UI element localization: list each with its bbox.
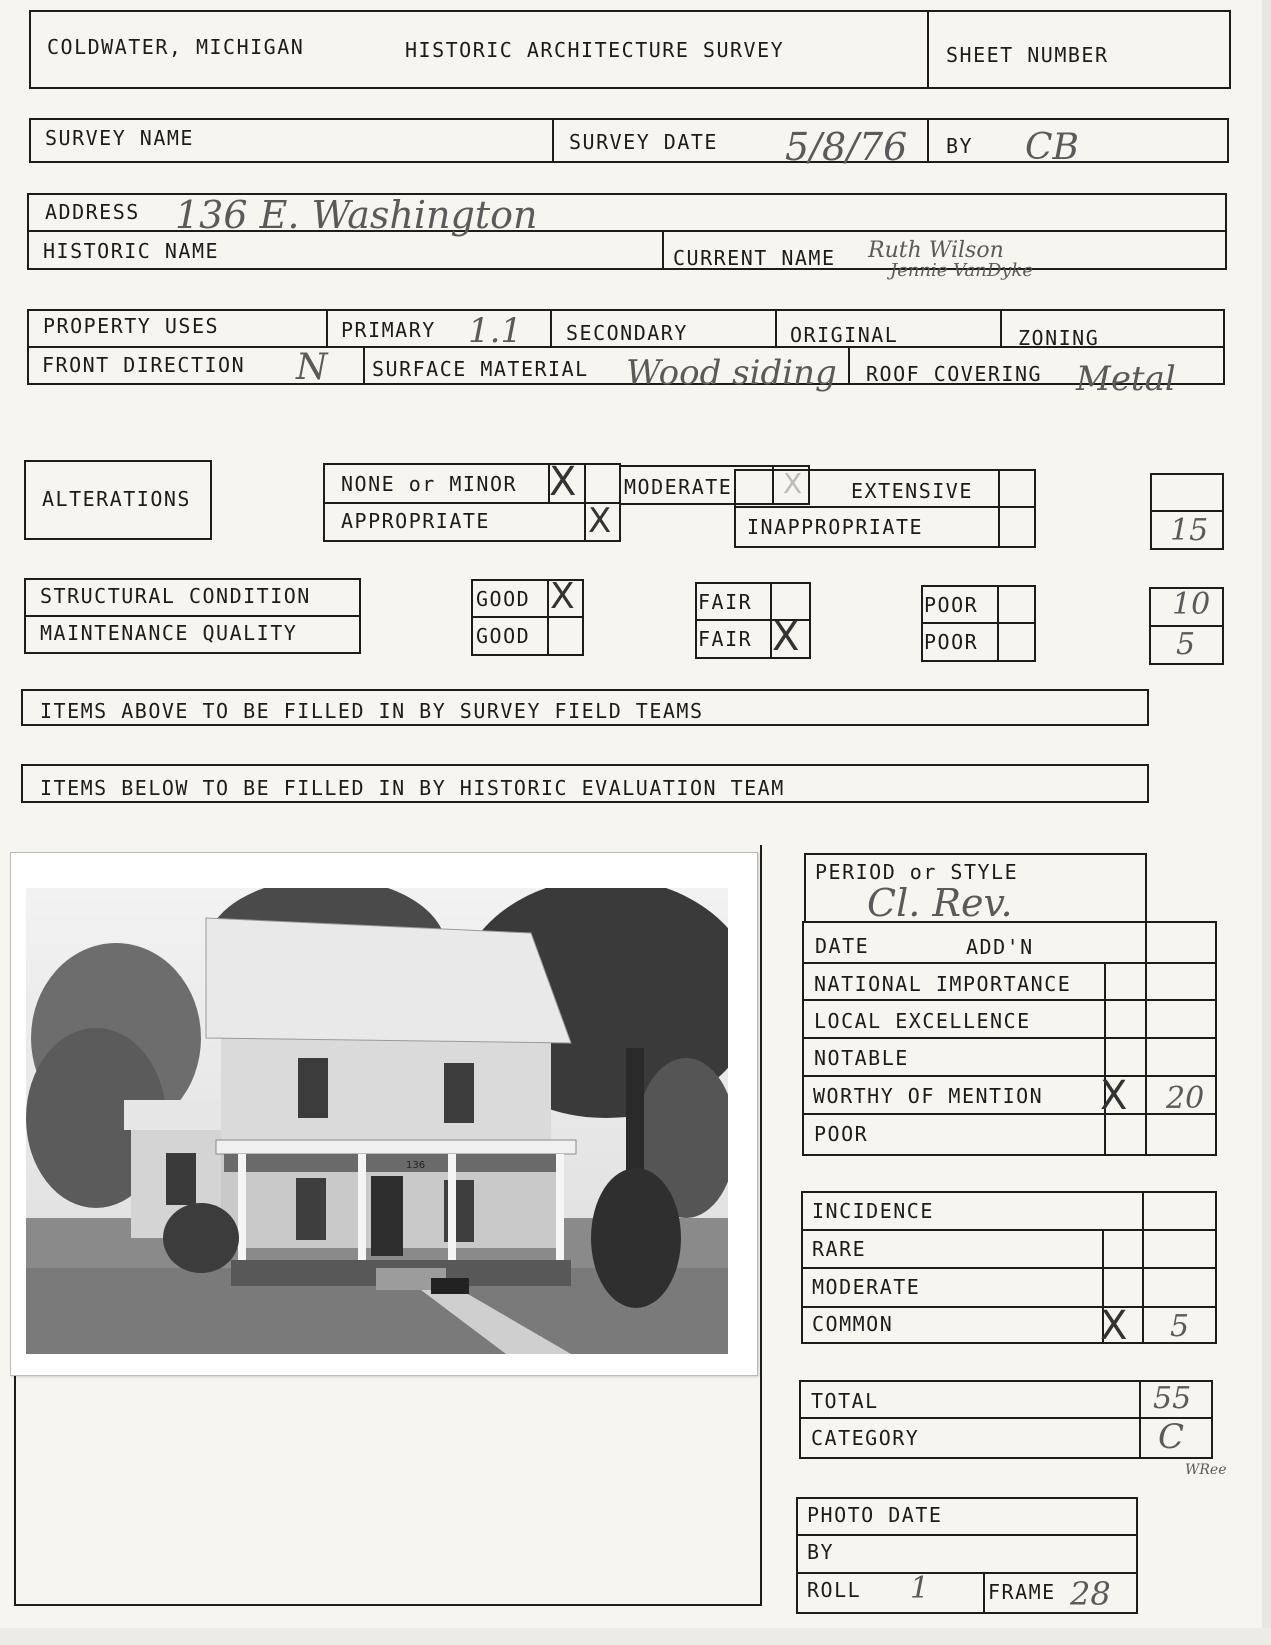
- note-above: ITEMS ABOVE TO BE FILLED IN BY SURVEY FIELD TEAMS: [40, 699, 704, 723]
- totals-hline: [801, 1417, 1211, 1419]
- frame-value: 28: [1070, 1575, 1111, 1613]
- survey-divider-1: [552, 120, 554, 161]
- porch-column-3: [448, 1154, 456, 1264]
- incidence-hline-1: [803, 1229, 1215, 1231]
- addn-label: ADD'N: [966, 935, 1034, 959]
- total-label: TOTAL: [811, 1389, 879, 1413]
- roof-covering-value: Metal: [1076, 359, 1176, 399]
- roof-covering-label: ROOF COVERING: [866, 362, 1043, 386]
- structural-good-checkbox[interactable]: X: [550, 576, 575, 617]
- roll-value: 1: [910, 1571, 930, 1606]
- moderate-checkbox[interactable]: X: [783, 467, 803, 500]
- rare-label: RARE: [812, 1237, 867, 1261]
- porch-window-left: [296, 1178, 326, 1240]
- upper-window-right: [444, 1063, 474, 1123]
- eval-hline-5: [804, 1113, 1215, 1115]
- page-bottom-edge: [0, 1628, 1271, 1645]
- totals-vline: [1139, 1382, 1141, 1457]
- incidence-label: INCIDENCE: [812, 1199, 934, 1223]
- house-photo: [26, 888, 728, 1354]
- porch-column-4: [556, 1154, 564, 1264]
- page-edge: [1262, 0, 1271, 1645]
- alterations-score-hline: [1152, 510, 1222, 512]
- good-label-structural: GOOD: [476, 587, 531, 611]
- evergreen-shrub: [591, 1168, 681, 1308]
- house-number: 136: [406, 1160, 426, 1171]
- notable-label: NOTABLE: [814, 1046, 909, 1070]
- property-divider-zoning: [1000, 311, 1002, 346]
- photo-info-hline-1: [798, 1534, 1136, 1536]
- photo-info-hline-2: [798, 1572, 1136, 1574]
- eval-vline-1: [1104, 962, 1106, 1154]
- poor-eval-label: POOR: [814, 1122, 869, 1146]
- current-name-label: CURRENT NAME: [673, 246, 836, 270]
- porch-column-2: [358, 1154, 366, 1264]
- eval-vline-2: [1145, 923, 1147, 1154]
- period-label: PERIOD or STYLE: [815, 860, 1019, 884]
- property-divider-primary: [326, 311, 328, 346]
- moderate-incidence-label: MODERATE: [812, 1275, 921, 1299]
- total-value: 55: [1153, 1381, 1192, 1416]
- poor-label-structural: POOR: [924, 593, 979, 617]
- category-value: C: [1158, 1417, 1185, 1457]
- national-importance-label: NATIONAL IMPORTANCE: [814, 972, 1072, 996]
- poor-hline: [923, 622, 1034, 624]
- photo-info-vline: [983, 1574, 985, 1612]
- moderate-label: MODERATE: [624, 475, 733, 499]
- front-direction-label: FRONT DIRECTION: [42, 353, 246, 377]
- current-name-divider: [662, 232, 664, 268]
- porch-column-1: [238, 1154, 246, 1264]
- property-divider-roof: [848, 348, 850, 383]
- left-shrub: [163, 1203, 239, 1273]
- survey-name-label: SURVEY NAME: [45, 126, 194, 150]
- frame-label: FRAME: [988, 1580, 1056, 1604]
- property-uses-label: PROPERTY USES: [43, 314, 220, 338]
- common-label: COMMON: [812, 1312, 894, 1336]
- survey-date-value: 5/8/76: [785, 125, 908, 169]
- wing-roof: [124, 1100, 231, 1130]
- primary-value: 1.1: [468, 311, 523, 351]
- eval-hline-4: [804, 1075, 1215, 1077]
- original-label: ORIGINAL: [790, 323, 899, 347]
- note-below: ITEMS BELOW TO BE FILLED IN BY HISTORIC EVALUATION TEAM: [40, 776, 785, 800]
- current-name-value-2: Jennie VanDyke: [890, 260, 1034, 281]
- survey-date-label: SURVEY DATE: [569, 130, 718, 154]
- structural-score: 10: [1172, 587, 1211, 622]
- local-excellence-label: LOCAL EXCELLENCE: [814, 1009, 1031, 1033]
- maintenance-quality-label: MAINTENANCE QUALITY: [40, 621, 298, 645]
- fair-label-maintenance: FAIR: [698, 627, 753, 651]
- toy-car: [431, 1278, 469, 1294]
- reviewer-initials: WRee: [1185, 1462, 1227, 1478]
- survey-by-value: CB: [1025, 127, 1079, 168]
- common-score: 5: [1170, 1309, 1190, 1344]
- alterations-right-hline: [736, 506, 1034, 508]
- alterations-right-vline: [998, 471, 1000, 546]
- header-city: COLDWATER, MICHIGAN: [47, 35, 305, 59]
- header-divider: [927, 12, 929, 87]
- maintenance-score: 5: [1176, 627, 1196, 662]
- alterations-label: ALTERATIONS: [42, 487, 191, 511]
- structural-condition-label: STRUCTURAL CONDITION: [40, 584, 311, 608]
- category-label: CATEGORY: [811, 1426, 920, 1450]
- eval-hline-1: [804, 962, 1215, 964]
- house-upper-wall: [221, 1038, 551, 1148]
- header-title: HISTORIC ARCHITECTURE SURVEY: [405, 38, 785, 62]
- porch-door: [371, 1176, 403, 1256]
- incidence-vline-2: [1142, 1193, 1144, 1342]
- house-roof: [206, 918, 571, 1043]
- porch-shadow: [224, 1154, 564, 1172]
- date-label: DATE: [815, 934, 870, 958]
- zoning-label: ZONING: [1018, 326, 1100, 350]
- lower-frame-left: [14, 1374, 16, 1604]
- current-name-value-1: Ruth Wilson: [868, 238, 1004, 263]
- none-minor-checkbox[interactable]: X: [549, 459, 577, 505]
- property-divider-original: [775, 311, 777, 346]
- common-checkbox[interactable]: X: [1100, 1303, 1128, 1349]
- lower-frame-bottom: [14, 1604, 762, 1606]
- front-direction-value: N: [296, 347, 328, 388]
- property-divider-secondary: [550, 311, 552, 346]
- surface-material-value: Wood siding: [626, 353, 837, 393]
- survey-by-label: BY: [946, 134, 974, 158]
- eval-hline-3: [804, 1037, 1215, 1039]
- incidence-hline-2: [803, 1267, 1215, 1269]
- roll-label: ROLL: [807, 1578, 862, 1602]
- address-label: ADDRESS: [45, 200, 140, 224]
- inappropriate-label: INAPPROPRIATE: [747, 515, 924, 539]
- maintenance-fair-checkbox[interactable]: X: [772, 614, 800, 660]
- primary-label: PRIMARY: [341, 318, 436, 342]
- appropriate-checkbox[interactable]: X: [588, 501, 612, 541]
- property-divider-surface: [363, 348, 365, 383]
- good-vline: [547, 581, 549, 654]
- none-minor-label: NONE or MINOR: [341, 472, 518, 496]
- incidence-hline-3: [803, 1306, 1215, 1308]
- poor-vline: [997, 587, 999, 660]
- surface-material-label: SURFACE MATERIAL: [372, 357, 589, 381]
- photo-by-label: BY: [807, 1540, 835, 1564]
- address-value: 136 E. Washington: [175, 193, 538, 237]
- secondary-label: SECONDARY: [566, 321, 688, 345]
- upper-window-left: [298, 1058, 328, 1118]
- worthy-of-mention-label: WORTHY OF MENTION: [813, 1084, 1044, 1108]
- survey-divider-2: [927, 120, 929, 161]
- poor-label-maintenance: POOR: [924, 630, 979, 654]
- period-value: Cl. Rev.: [867, 881, 1013, 925]
- good-label-maintenance: GOOD: [476, 624, 531, 648]
- lower-frame-right: [760, 845, 762, 1604]
- eval-hline-2: [804, 999, 1215, 1001]
- fair-label-structural: FAIR: [698, 590, 753, 614]
- extensive-label: EXTENSIVE: [851, 479, 973, 503]
- worthy-of-mention-score: 20: [1166, 1081, 1205, 1116]
- sheet-number-label: SHEET NUMBER: [946, 43, 1109, 67]
- wing-window: [166, 1153, 196, 1205]
- alterations-score: 15: [1170, 513, 1209, 548]
- porch-roof: [216, 1140, 576, 1154]
- historic-name-label: HISTORIC NAME: [43, 239, 220, 263]
- alterations-left-vline-1: [584, 465, 586, 540]
- photo-date-label: PHOTO DATE: [807, 1503, 943, 1527]
- appropriate-label: APPROPRIATE: [341, 509, 490, 533]
- worthy-of-mention-checkbox[interactable]: X: [1100, 1073, 1128, 1119]
- condition-label-hline: [26, 615, 359, 617]
